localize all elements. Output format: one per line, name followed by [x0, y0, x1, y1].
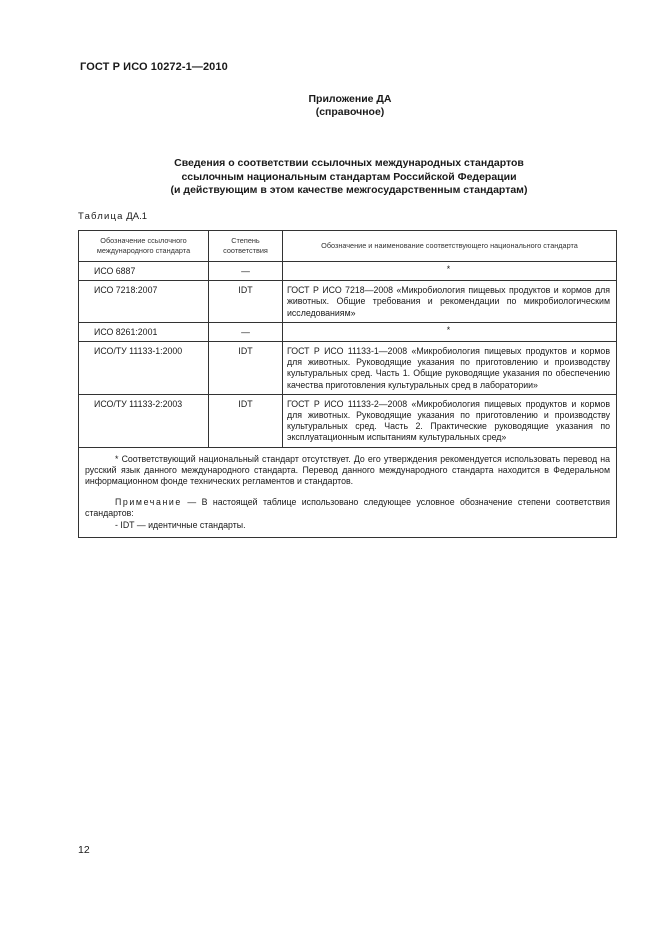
cell-degree: IDT [209, 342, 283, 395]
footnote: * Соответствующий национальный стандарт отсутствует. До его утверждения рекомендуется использовать перевод на русский язык данного международного стандарта. Перевод данного международного стандарта находится в Федеральном информационном фонде технических регламентов и стандартов. [85, 453, 610, 487]
cell-international: ИСО 8261:2001 [79, 322, 209, 341]
cell-degree: — [209, 322, 283, 341]
note-item: - IDT — идентичные стандарты. [115, 519, 246, 530]
note-label: Примечание [115, 497, 182, 508]
cell-degree: IDT [209, 394, 283, 447]
correspondence-table [78, 230, 617, 538]
page-number: 12 [78, 844, 90, 856]
cell-degree: IDT [209, 281, 283, 323]
section-title [110, 157, 588, 198]
standard-designation: ГОСТ Р ИСО 10272-1—2010 [80, 61, 228, 73]
appendix-heading [280, 93, 420, 119]
section-title-line: Сведения о соответствии ссылочных международных стандартов [174, 157, 524, 169]
table-row [79, 322, 617, 341]
cell-national: ГОСТ Р ИСО 11133-2—2008 «Микробиология пищевых продуктов и кормов для животных. Руководящие указания по приготовлению и производству культуральных сред. Часть 2. Практические руководящие указания по эксплуатационным испытаниям культуральных сред» [283, 394, 617, 447]
cell-international: ИСО/ТУ 11133-2:2003 [79, 394, 209, 447]
header-degree: Степень соответствия [209, 231, 283, 262]
header-international-standard: Обозначение ссылочного международного стандарта [79, 231, 209, 262]
header-national-standard: Обозначение и наименование соответствующего национального стандарта [283, 231, 617, 262]
cell-international: ИСО 6887 [79, 262, 209, 281]
table-row [79, 281, 617, 323]
cell-national: ГОСТ Р ИСО 11133-1—2008 «Микробиология пищевых продуктов и кормов для животных. Руководящие указания по приготовлению и производству культуральных сред. Часть 1. Общие руководящие указания по обеспечению качества приготовления культуральных сред в лаборатории» [283, 342, 617, 395]
section-title-line: (и действующим в этом качестве межгосударственным стандартам) [170, 184, 528, 196]
note-text: — В настоящей таблице использовано следующее условное обозначение степени соответствия стандартов: [85, 497, 610, 519]
cell-national: ГОСТ Р ИСО 7218—2008 «Микробиология пищевых продуктов и кормов для животных. Общие требования и рекомендации по микробиологическим исследованиям» [283, 281, 617, 323]
table-notes-row [79, 447, 617, 537]
table-row [79, 394, 617, 447]
appendix-subtitle: (справочное) [315, 106, 385, 118]
cell-international: ИСО 7218:2007 [79, 281, 209, 323]
cell-international: ИСО/ТУ 11133-1:2000 [79, 342, 209, 395]
cell-national: * [283, 322, 617, 341]
cell-degree: — [209, 262, 283, 281]
table-row [79, 262, 617, 281]
table-caption-number: ДА.1 [126, 211, 147, 222]
table-header-row [79, 231, 617, 262]
appendix-title: Приложение ДА [308, 93, 392, 105]
section-title-line: ссылочным национальным стандартам Российской Федерации [181, 170, 517, 183]
cell-national: * [283, 262, 617, 281]
table-caption-word: Таблица [78, 211, 124, 222]
note [85, 497, 610, 519]
table-notes [79, 447, 617, 537]
table-row [79, 342, 617, 395]
table-caption [78, 211, 147, 222]
